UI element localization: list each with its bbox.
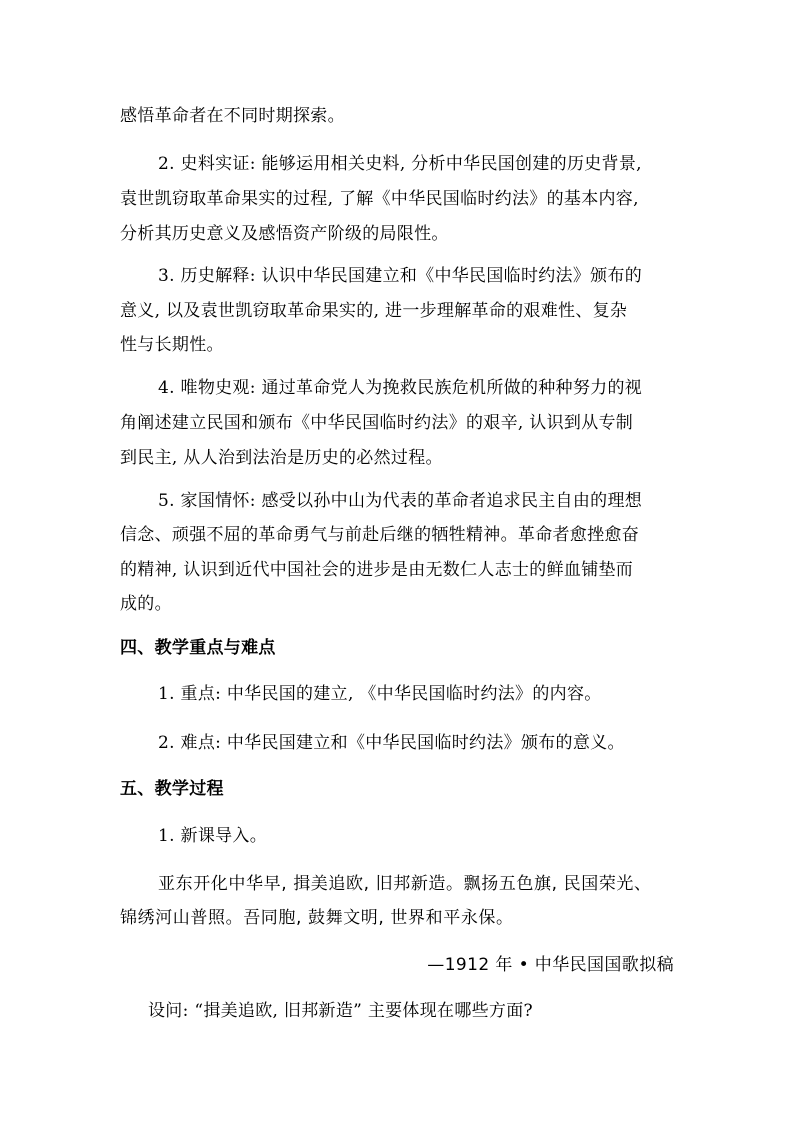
list-item: 2. 难点: 中华民国建立和《中华民国临时约法》颁布的意义。 [158, 733, 625, 753]
attribution: —1912 年 • 中华民国国歌拟稿 [427, 955, 674, 975]
paragraph-line: 到民主, 从人治到法治是历史的必然过程。 [120, 448, 443, 468]
paragraph-line: 感悟革命者在不同时期探索。 [120, 106, 345, 126]
poem-line: 亚东开化中华早, 揖美追欧, 旧邦新造。飘扬五色旗, 民国荣光、 [158, 874, 652, 894]
paragraph-line: 分析其历史意义及感悟资产阶级的局限性。 [120, 224, 449, 244]
paragraph-line: 的精神, 认识到近代中国社会的进步是由无数仁人志士的鲜血铺垫而 [120, 560, 634, 580]
poem-line: 锦绣河山普照。吾同胞, 鼓舞文明, 世界和平永保。 [120, 908, 514, 928]
paragraph-line: 5. 家国情怀: 感受以孙中山为代表的革命者追求民主自由的理想 [158, 491, 643, 511]
paragraph-line: 角阐述建立民国和颁布《中华民国临时约法》的艰辛, 认识到从专制 [120, 413, 634, 433]
list-item: 1. 新课导入。 [158, 826, 268, 846]
paragraph-line: 性与长期性。 [120, 335, 224, 355]
paragraph-line: 意义, 以及袁世凯窃取革命果实的, 进一步理解革命的艰难性、复杂 [120, 301, 628, 321]
section-heading: 五、教学过程 [120, 779, 224, 799]
paragraph-line: 成的。 [120, 594, 172, 614]
list-item: 1. 重点: 中华民国的建立, 《中华民国临时约法》的内容。 [158, 684, 602, 704]
paragraph-line: 信念、顽强不屈的革命勇气与前赴后继的牺牲精神。革命者愈挫愈奋 [120, 525, 639, 545]
paragraph-line: 2. 史料实证: 能够运用相关史料, 分析中华民国创建的历史背景, [158, 154, 642, 174]
paragraph-line: 4. 唯物史观: 通过革命党人为挽救民族危机所做的种种努力的视 [158, 378, 643, 398]
section-heading: 四、教学重点与难点 [120, 638, 276, 658]
question-line: 设问: “揖美追欧, 旧邦新造” 主要体现在哪些方面? [148, 1001, 533, 1021]
paragraph-line: 袁世凯窃取革命果实的过程, 了解《中华民国临时约法》的基本内容, [120, 189, 639, 209]
paragraph-line: 3. 历史解释: 认识中华民国建立和《中华民国临时约法》颁布的 [158, 266, 643, 286]
